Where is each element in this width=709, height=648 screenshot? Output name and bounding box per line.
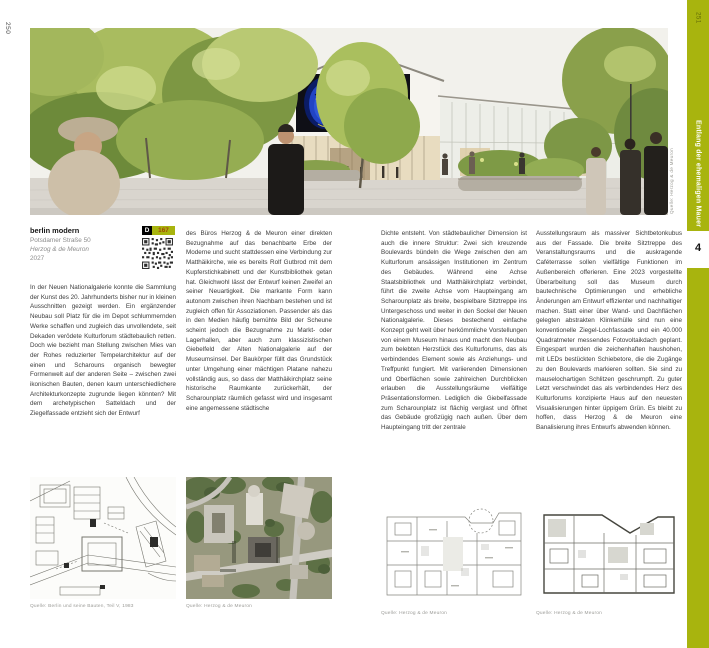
floor-plan-2-figure	[536, 507, 682, 601]
map-reference-badge	[142, 226, 175, 235]
figure-caption: Quelle: Herzog & de Meuron	[381, 611, 447, 616]
chapter-strip-bottom	[687, 268, 709, 648]
site-plan-figure	[30, 477, 176, 599]
chapter-strip-top	[687, 0, 709, 233]
article-header	[30, 226, 140, 263]
body-column-2: des Büros Herzog & de Meuron einer direkten Bezugnahme auf das benachbarte Erbe der Moderne und sucht stattdessen eine Verbindung zur Matthäikirche, wie es bereits Rolf Gutbrod mit dem Kupferstichkabinett und der Kunstbibliothek getan hat. Gleichwohl lässt der Entwurf keinen Zweifel an seiner Neuartigkeit. Die markante Form kann autonom zwischen ihren Nachbarn bestehen und ist zugleich offen für Assoziationen. Passender als das in den Medien häufig bemühte Bild der Scheune scheint jedoch die Bezugnahme zu Markt- oder Lagerhallen, aber auch zum klassizistischen Giebelfeld der Alten Nationalgalerie auf der Museumsinsel. Der Baukörper füllt das Grundstück unter Umgehung einer mächtigen Platane nahezu vollständig aus, so dass der Matthäikirchplatz seine historische Raumkante zurückerhält, der Scharounplatz räumlich gefasst wird und insgesamt eine angemessene städtische	[186, 230, 332, 412]
left-page-number: 250	[4, 22, 11, 35]
article-architect: Herzog & de Meuron	[30, 245, 89, 253]
figure-caption: Quelle: Herzog & de Meuron	[536, 611, 602, 616]
badge-number: 167	[152, 226, 175, 235]
qr-code-icon	[142, 238, 173, 269]
figure-caption: Quelle: Berlin und seine Bauten, Teil V, 1983	[30, 604, 134, 609]
article-title: berlin modern	[30, 226, 80, 235]
floor-plan-1-figure	[381, 507, 527, 601]
body-column-4: Ausstellungsraum als massiver Sichtbetonkubus aus der Fassade. Die breite Sitztreppe des Veranstaltungsraums und die auskragende Caféterrasse sollen vielfältige Funktionen im Außenbereich offerieren. Eine 2023 vorgestellte Überarbeitung soll das Museum durch bautechnische Optimierungen und erhebliche Änderungen am Entwurf effizienter und nachhaltiger machen. Statt einer über Wand- und Dachflächen gelegten abstrakten Klinkerhülle sind nun eine konventionelle Ziegel-Lochfassade und ein 40.000 Quadratmeter messendes Fotovoltaikdach geplant. Eingespart wurden die zeichenhaften haushohen, mit LEDs bestückten Schiebetore, die die Zugänge zu den Boulevards markieren sollten. Sie sind zu mauselochartigen Schlitzen geschrumpft. Zu guter Letzt verschwindet das als verbindendes Herz des Kulturforums konzipierte Haus auf den neuesten Visualisierungen hinter üppigem Grün. Es bleibt zu hoffen, dass Herzog & de Meuron eine Banalisierung ihres Entwurfs abwenden können.	[536, 230, 682, 432]
figure-caption: Quelle: Herzog & de Meuron	[186, 604, 252, 609]
hero-image-credit: Quelle: Herzog & de Meuron	[669, 147, 674, 214]
article-address: Potsdamer Straße 50	[30, 236, 91, 244]
badge-letter: D	[142, 226, 152, 235]
hero-rendering	[30, 28, 668, 215]
article-year: 2027	[30, 254, 45, 262]
chapter-number: 4	[687, 231, 709, 265]
aerial-photo-figure	[186, 477, 332, 599]
body-column-1: In der Neuen Nationalgalerie konnte die Sammlung der Kunst des 20. Jahrhunderts bisher nur in kleinen Ausschnitten gezeigt werden. Ein ergänzender Neubau soll Platz für die im Depot schlummernden Werke schaffen und zugleich das unvollendete, seit Dekaden verödete Kulturforum städtebaulich retten. Doch wie bezieht man Stellung zwischen Mies van der Rohes reduzierter Tempelarchitektur auf der einen und Scharouns organisch bewegter Formenwelt auf der anderen Seite – zwischen zwei ikonischen Bauten, denen kaum unterschiedlichere Architekturkonzepte zugrunde liegen könnten? Mit dem archetypischen Satteldach und der Ziegelfassade entzieht sich der Entwurf	[30, 284, 176, 418]
body-column-3: Dichte entsteht. Von städtebaulicher Dimension ist auch die innere Struktur: Zwei sich kreuzende Boulevards bündeln die Wege zwischen den am Kulturforum ansässigen Institutionen im Zentrum des Gebäudes. Während eine Achse Staatsbibliothek und Matthäikirchplatz verbindet, führt die zweite Achse vom Haupteingang am Scharounplatz als breite, bespielbare Sitztreppe ins Untergeschoss und weiter in den Sockel der Neuen Nationalgalerie. Dieses bestechend einfache Konzept geht weit über herkömmliche Vorstellungen von einem Museum hinaus und macht den Neubau zum belebten Herzstück des Kulturforums, das als verbindendes Element sowie als Anziehungs- und Treffpunkt fungiert. Mit variierenden Dimensionen und Oberflächen sowie zahlreichen Durchblicken erlauben die Ausstellungsräume vielfältige Präsentationsformen. Lediglich die Giebelfassade zum Scharounplatz ist flächig verglast und öffnet das Gebäude großzügig nach außen. Über dem Haupteingang tritt der zentrale	[381, 230, 527, 432]
chapter-title: Entlang der ehemaligen Mauer	[694, 119, 702, 227]
hero-rendering-art	[30, 28, 668, 215]
right-page-number: 251	[694, 12, 702, 24]
